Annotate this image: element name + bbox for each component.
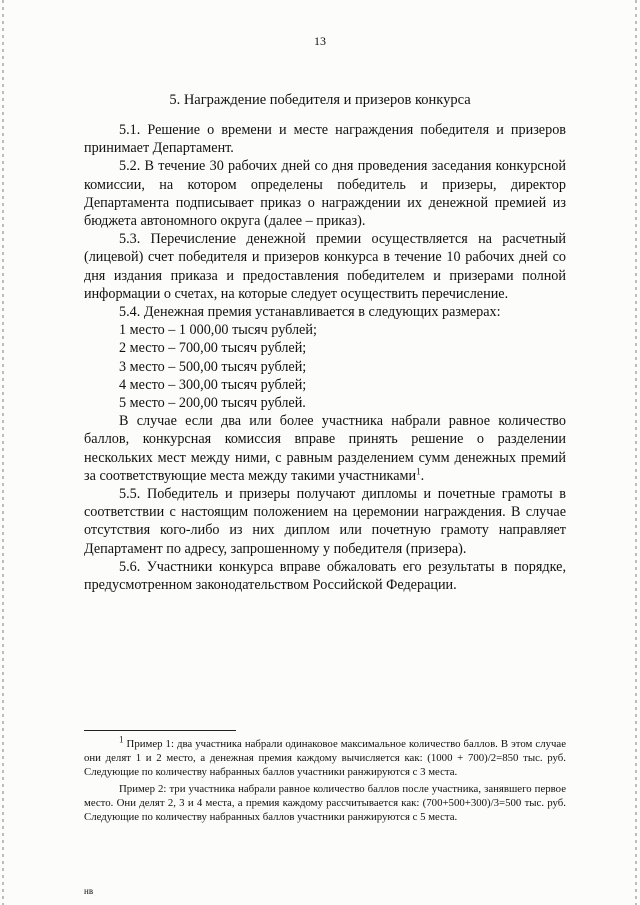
footnote-reference[interactable]: 1 [416, 466, 421, 477]
tie-rule-end: . [420, 467, 425, 484]
section-title: 5. Награждение победителя и призеров конкурса [169, 92, 471, 108]
prize-line-3: 3 место – 500,00 тысяч рублей; [119, 358, 307, 375]
footnote-marker: 1 [119, 734, 124, 745]
paragraph-5-2: 5.2. В течение 30 рабочих дней со дня проведения заседания конкурсной комиссии, на котором определены победитель и призеры, директор Департамента подписывает приказ о награждении их денежной премией из бюджета автономного округа (далее – приказ). [84, 158, 566, 230]
paragraph-tie-rule [84, 412, 566, 485]
paragraph-5-6: 5.6. Участники конкурса вправе обжаловать его результаты в порядке, предусмотренном законодательством Российской Федерации. [84, 558, 566, 594]
footnotes [84, 734, 566, 824]
paragraph-5-4: 5.4. Денежная премия устанавливается в следующих размерах: [119, 304, 501, 321]
prize-line-5: 5 место – 200,00 тысяч рублей. [119, 395, 306, 412]
prize-line-4: 4 место – 300,00 тысяч рублей; [119, 376, 307, 393]
section-body [84, 121, 566, 594]
paragraph-5-1: 5.1. Решение о времени и месте награждения победителя и призеров принимает Департамент. [84, 122, 566, 157]
paragraph-5-3: 5.3. Перечисление денежной премии осуществляется на расчетный (лицевой) счет победителя и призеров конкурса в течение 10 рабочих дней со дня издания приказа и предоставления победителем и призерами полной информации о счетах, на которые следует осуществить перечисление. [84, 231, 566, 302]
footnote-example-1 [84, 734, 566, 780]
paragraph-5-5: 5.5. Победитель и призеры получают дипломы и почетные грамоты в соответствии с настоящим положением на церемонии награждения. В случае отсутствия кого-либо из них диплом или почетную грамоту направляет Департамент по адресу, запрошенному у победителя (призера). [84, 486, 566, 557]
page-number: 13 [314, 34, 326, 48]
footnote-separator [84, 730, 236, 731]
tie-rule-text: В случае если два или более участника набрали равное количество баллов, конкурсная комиссия вправе принять решение о разделении нескольких мест между ними, с равным разделением сумм денежных премий за соответствующие места между такими участниками [84, 413, 566, 484]
prize-line-1: 1 место – 1 000,00 тысяч рублей; [119, 322, 317, 339]
prize-line-2: 2 место – 700,00 тысяч рублей; [119, 340, 307, 357]
scan-edge-left [2, 0, 4, 905]
scan-edge-right [635, 0, 637, 905]
bottom-marker: нв [84, 886, 94, 896]
footnote-example-2: Пример 2: три участника набрали равное количество баллов после участника, занявшего первое место. Они делят 2, 3 и 4 места, а премия каждому рассчитывается как: (700+500+300)/3=500 тыс. руб. Следующие по количеству набранных баллов участники ранжируются с 5 места. [84, 782, 566, 824]
footnote-example-1-text: Пример 1: два участника набрали одинаковое максимальное количество баллов. В этом случае они делят 1 и 2 место, а денежная премия каждому вычисляется как: (1000 + 700)/2=850 тыс. руб. Следующие по количеству набранных баллов участники ранжируются с 3 места. [84, 738, 566, 779]
